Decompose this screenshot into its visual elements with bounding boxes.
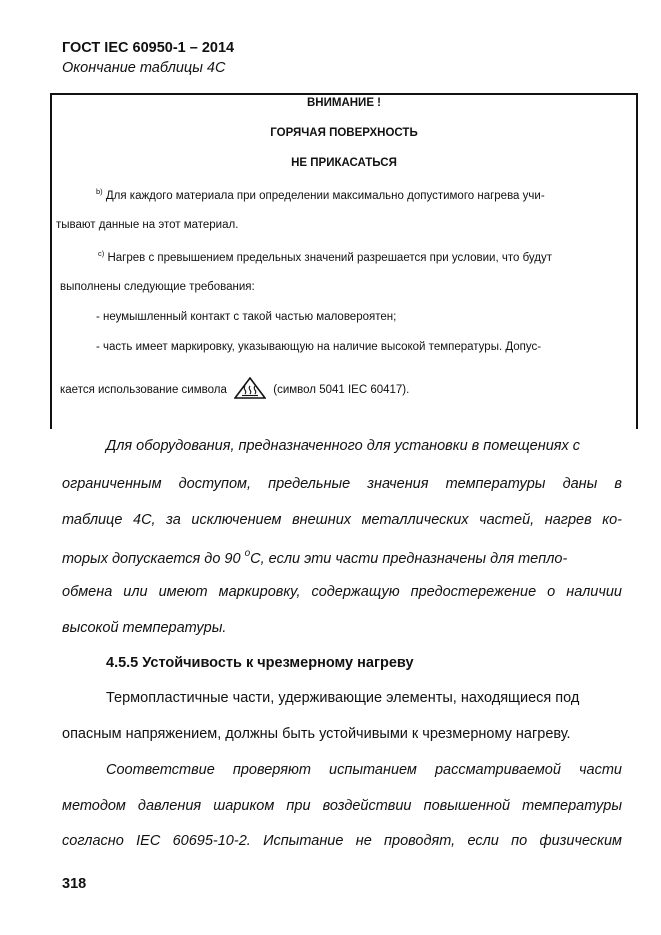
document-standard-title: ГОСТ IEC 60950-1 – 2014 xyxy=(62,40,235,56)
requirement-1: - неумышленный контакт с такой частью маловероятен; xyxy=(96,311,397,323)
para1-line-4 xyxy=(62,548,567,567)
section-heading-4-5-5: 4.5.5 Устойчивость к чрезмерному нагреву xyxy=(106,655,414,671)
page-number: 318 xyxy=(62,876,87,892)
para1-line-4-start: торых допускается до 90 xyxy=(62,551,241,567)
para2-line-2: опасным напряжением, должны быть устойчивыми к чрезмерному нагреву. xyxy=(62,726,571,742)
para1-line-1: Для оборудования, предназначенного для установки в помещениях с xyxy=(106,438,581,454)
degree-marker: o xyxy=(244,548,251,559)
table-continuation-caption: Окончание таблицы 4С xyxy=(62,60,226,76)
requirement-3-text-after: (символ 5041 IEC 60417). xyxy=(273,384,410,396)
para3-line-1: Соответствие проверяют испытанием рассматриваемой части xyxy=(106,762,622,778)
para1-line-6: обмена или имеют маркировку, содержащую предостережение о наличии xyxy=(62,584,622,600)
note-b-marker: b) xyxy=(96,187,103,196)
warning-line-hot-surface: ГОРЯЧАЯ ПОВЕРХНОСТЬ xyxy=(270,127,418,139)
warning-line-do-not-touch: НЕ ПРИКАСАТЬСЯ xyxy=(291,157,397,169)
note-c-text-1: Нагрев с превышением предельных значений разрешается при условии, что будут xyxy=(107,252,552,264)
requirement-3-text-before: кается использование символа xyxy=(60,384,227,396)
note-c-first-line xyxy=(98,249,552,264)
table-4c-notes-box xyxy=(50,93,638,429)
para1-line-2: ограниченным доступом, предельные значения температуры даны в xyxy=(62,476,622,492)
hot-surface-warning-icon xyxy=(234,377,266,399)
requirement-3 xyxy=(60,377,409,399)
note-c-marker: c) xyxy=(98,249,105,258)
warning-line-attention: ВНИМАНИЕ ! xyxy=(306,97,382,109)
note-c-second-line: выполнены следующие требования: xyxy=(60,281,255,293)
note-b-first-line xyxy=(96,187,545,202)
note-b-second-line: тывают данные на этот материал. xyxy=(56,219,239,231)
para2-line-1: Термопластичные части, удерживающие элементы, находящиеся под xyxy=(106,690,580,706)
note-b-text-1: Для каждого материала при определении максимально допустимого нагрева учи- xyxy=(105,190,545,202)
para1-line-3: таблице 4С, за исключением внешних металлических частей, нагрев ко- xyxy=(62,512,622,528)
para3-line-3: согласно IEC 60695-10-2. Испытание не проводят, если по физическим xyxy=(62,833,622,849)
para3-line-2: методом давления шариком при воздействии повышенной температуры xyxy=(62,798,622,814)
requirement-2: - часть имеет маркировку, указывающую на наличие высокой температуры. Допус- xyxy=(96,341,542,353)
para1-line-7: высокой температуры. xyxy=(62,620,227,636)
para1-line-4-end: C, если эти части предназначены для тепло- xyxy=(250,551,568,567)
